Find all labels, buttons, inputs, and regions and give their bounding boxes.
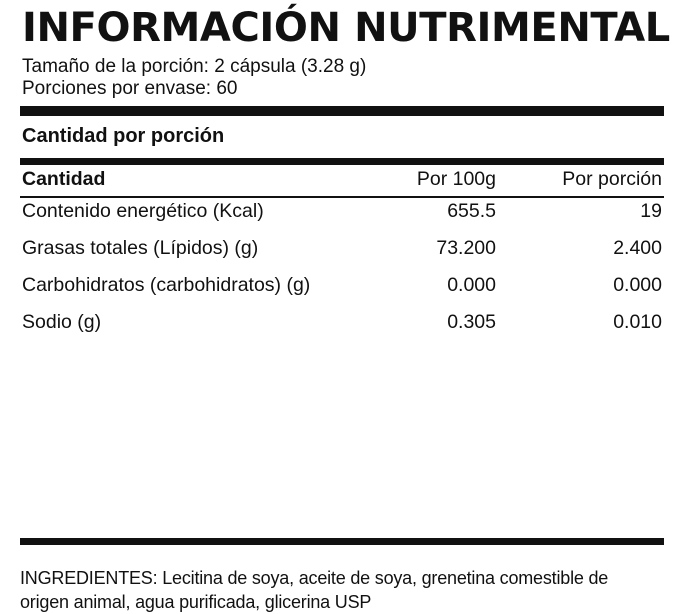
divider-bottom <box>20 538 664 545</box>
value-per-serving: 0.000 <box>613 274 662 296</box>
column-header-per-100g: Por 100g <box>416 168 496 190</box>
value-per-serving: 19 <box>640 200 662 222</box>
amount-per-serving-heading: Cantidad por porción <box>22 125 225 147</box>
value-per-100g: 0.305 <box>447 311 496 333</box>
nutrient-name: Contenido energético (Kcal) <box>22 200 264 222</box>
servings-per-container: Porciones por envase: 60 <box>22 78 238 99</box>
column-header-amount: Cantidad <box>22 168 106 190</box>
nutrient-name: Sodio (g) <box>22 311 102 333</box>
nutrient-name: Carbohidratos (carbohidratos) (g) <box>22 274 311 296</box>
ingredients-line: origen animal, agua purificada, glicerina USP <box>20 592 372 612</box>
table-row <box>22 233 662 270</box>
table-header-row <box>22 164 662 196</box>
divider-thick <box>20 106 664 116</box>
value-per-100g: 73.200 <box>436 237 496 259</box>
ingredients-text <box>20 566 670 614</box>
table-row <box>22 307 662 344</box>
value-per-serving: 0.010 <box>613 311 662 333</box>
nutrient-name: Grasas totales (Lípidos) (g) <box>22 237 259 259</box>
divider-thin <box>20 196 664 198</box>
ingredients-line: INGREDIENTES: Lecitina de soya, aceite de soya, grenetina comestible de <box>20 568 609 588</box>
label-title: INFORMACIÓN NUTRIMENTAL <box>22 5 670 51</box>
value-per-100g: 655.5 <box>447 200 496 222</box>
value-per-100g: 0.000 <box>447 274 496 296</box>
serving-info <box>22 56 366 100</box>
serving-size: Tamaño de la porción: 2 cápsula (3.28 g) <box>22 56 367 77</box>
table-row <box>22 270 662 307</box>
column-header-per-serving: Por porción <box>562 168 662 190</box>
value-per-serving: 2.400 <box>613 237 662 259</box>
table-row <box>22 196 662 233</box>
nutrition-table <box>22 164 662 344</box>
